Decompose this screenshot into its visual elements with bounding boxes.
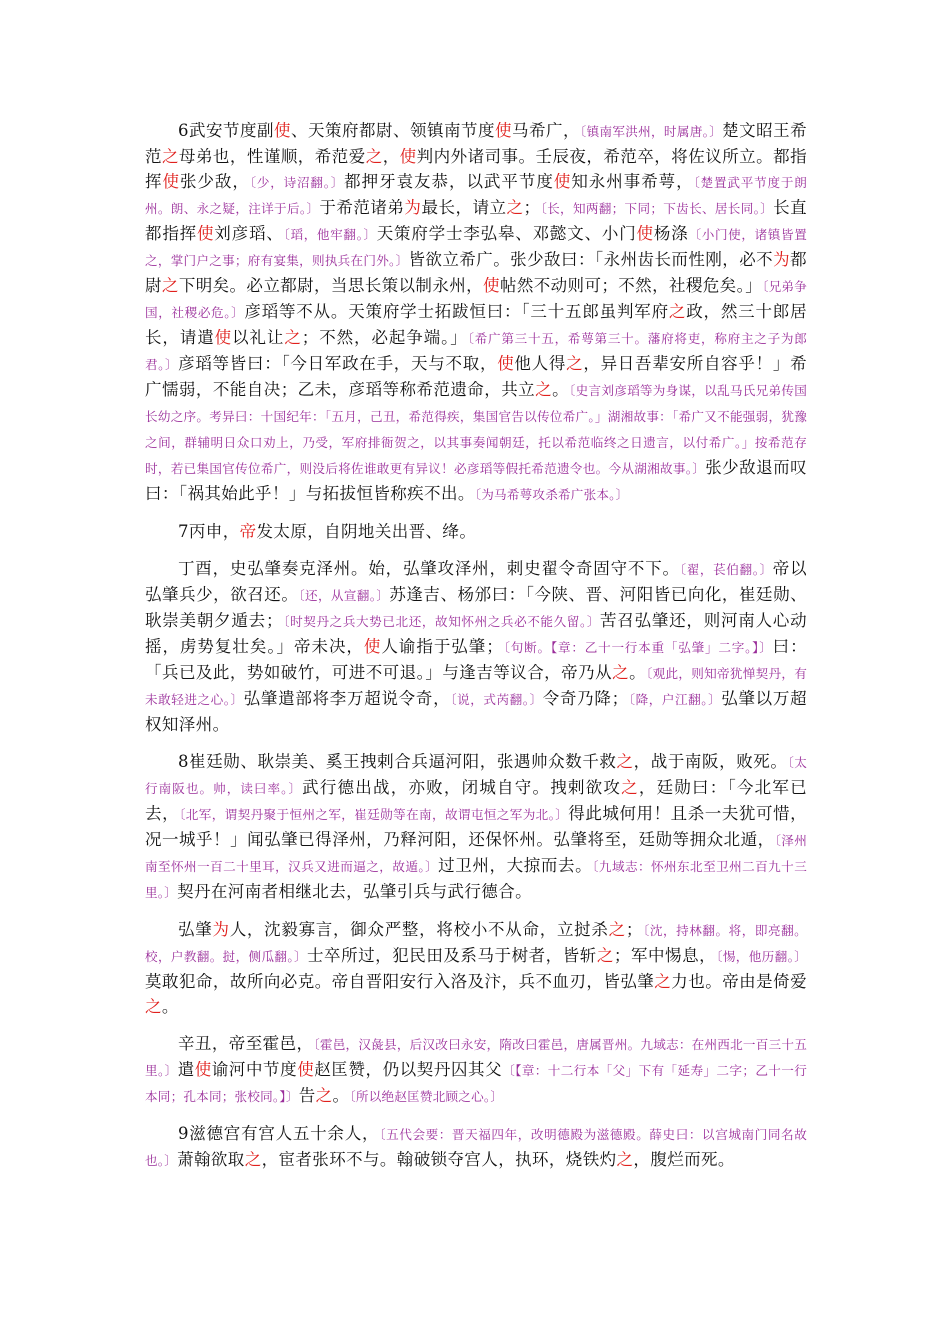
body-text: 苏逢吉、杨邠曰：「今陕、晋、河阳皆已向化，崔廷勋、耿崇美朝夕遁去； — [145, 585, 808, 630]
highlighted-character: 使 — [297, 1060, 315, 1079]
highlighted-character: 之 — [616, 752, 634, 771]
body-text: 下明矣。必立都尉，当思长策以制永州， — [178, 276, 484, 295]
body-text: 。 — [161, 997, 179, 1016]
highlighted-character: 使 — [497, 354, 515, 373]
annotation-note: 〔太行南阪也。帅，读曰率。〕 — [145, 755, 807, 796]
annotation-note: 〔镇南军洪州，时属唐。〕 — [579, 124, 723, 139]
annotation-note: 〔楚置武平节度于朗州。朗、永之疑，注详于后。〕 — [145, 175, 808, 216]
annotation-note: 〔【章：十二行本「父」下有「延寿」二字；乙十一行本同；孔本同；张校同。】〕 — [145, 1063, 808, 1104]
paragraph — [145, 556, 807, 737]
body-text: 弘肇 — [178, 920, 213, 939]
highlighted-character: 帝 — [239, 522, 257, 541]
body-text: 以礼让 — [232, 328, 285, 347]
body-text: ，廷勋曰：「今北军已去， — [145, 778, 808, 823]
highlighted-character: 之 — [244, 1150, 262, 1169]
highlighted-character: 使 — [194, 1060, 212, 1079]
annotation-note: 〔九域志：怀州东北至卫州二百九十三里。〕 — [145, 859, 807, 900]
body-text: ，腹烂而死。 — [633, 1150, 735, 1169]
highlighted-character: 之 — [566, 354, 584, 373]
paragraph — [145, 1031, 807, 1109]
highlighted-character: 使 — [162, 172, 180, 191]
highlighted-character: 之 — [365, 147, 383, 166]
body-text: 谕河中节度 — [211, 1060, 298, 1079]
annotation-note: 〔说，式芮翻。〕 — [450, 692, 543, 707]
body-text: 力也。帝由是倚爱 — [671, 972, 808, 991]
annotation-note: 〔还，从宣翻。〕 — [298, 588, 390, 603]
annotation-note: 〔所以绝赵匡赞北顾之心。〕 — [349, 1089, 504, 1104]
highlighted-character: 使 — [363, 637, 382, 656]
body-text: 遣 — [177, 1060, 195, 1079]
body-text: ，战于南阪，败死。 — [633, 752, 788, 771]
document-page — [145, 118, 807, 1185]
highlighted-character: 使 — [494, 121, 512, 140]
body-text: 最长，请立 — [421, 198, 507, 217]
annotation-note: 〔为马希萼攻杀希广张本。〕 — [474, 487, 629, 502]
annotation-note: 〔沈，持林翻。将，即亮翻。校，户教翻。挝，侧瓜翻。〕 — [145, 923, 807, 964]
body-text: ；军中惕息， — [613, 946, 717, 965]
body-text: ； — [523, 198, 541, 217]
body-text: 判内外诸司事。壬辰夜，希范卒，将佐议所立。都指挥 — [145, 147, 808, 191]
highlighted-character: 使 — [399, 147, 417, 166]
paragraph — [145, 1121, 807, 1173]
annotation-note: 〔五代会要：晋天福四年，改明德殿为滋德殿。薛史曰：以宫城南门同名故也。〕 — [145, 1127, 807, 1168]
body-text: 过卫州，大掠而去。 — [438, 856, 593, 875]
body-text: 得此城何用！且杀一夫犹可惜，况一城乎！」闻弘肇已得泽州，乃释河阳，还保怀州。弘肇将至，廷勋等拥众北遁， — [145, 804, 807, 849]
body-text: 帖然不动则可；不然，社稷危矣。」 — [499, 276, 763, 295]
highlighted-character: 之 — [668, 302, 687, 321]
highlighted-character: 之 — [608, 920, 626, 939]
body-text: 6武安节度副 — [178, 121, 274, 140]
body-text: 彦瑫等皆曰：「今日军政在手，天与不取， — [178, 354, 498, 373]
annotation-note: 〔时契丹之兵大势已北还，故知怀州之兵必不能久留。〕 — [282, 614, 601, 629]
highlighted-character: 之 — [145, 997, 162, 1016]
body-text: 楚文昭王希范 — [145, 121, 807, 166]
body-text: ， — [382, 147, 400, 166]
highlighted-character: 之 — [654, 972, 672, 991]
highlighted-character: 之 — [315, 1086, 333, 1105]
body-text: 帝以弘肇兵少，欲召还。 — [145, 559, 808, 604]
body-text: 知永州事希萼， — [571, 172, 694, 191]
body-text: ，异日吾辈安所自容乎！」希广懦弱，不能自决；乙未，彦瑫等称希范遗命，共立 — [145, 354, 807, 399]
body-text: 士卒所过，犯民田及系马于树者，皆斩 — [306, 946, 597, 965]
annotation-note: 〔观此，则知帝犹惮契丹，有未敢轻进之心。〕 — [145, 666, 807, 707]
highlighted-character: 使 — [196, 224, 215, 243]
body-text: 。 — [332, 1086, 350, 1105]
body-text: 刘彦瑫、 — [214, 224, 284, 243]
body-text: 令奇乃降； — [542, 689, 629, 708]
body-text: 8崔廷勋、耿崇美、奚王拽剌合兵逼河阳，张遇帅众数千救 — [178, 752, 617, 771]
highlighted-character: 为 — [212, 920, 230, 939]
annotation-note: 〔史言刘彦瑫等为身谋，以乱马氏兄弟传国长幼之序。考异曰：十国纪年：「五月，己丑，希范得疾，集国官告以传位希广。」湖湘故事：「希广又不能强弱，犹豫之间，群辅明日众口劝上，乃受，军府排衙贺之，以其事奏闻朝廷，托以希范临终之日遗言，以付希广。」按希范存时，若已集国官传位希广，则没后将佐谁敢更有异议！必彦瑫等假托希范遗令也。今从湖湘故事。〕 — [145, 383, 808, 476]
body-text: 他人得 — [514, 354, 567, 373]
paragraph — [145, 749, 807, 905]
paragraph — [145, 118, 807, 507]
annotation-note: 〔翟，苌伯翻。〕 — [679, 562, 773, 577]
body-text: ，宦者张环不与。翰破锁夺宫人，执环，烧铁灼 — [261, 1150, 617, 1169]
annotation-note: 〔惕，他历翻。〕 — [716, 949, 808, 964]
highlighted-character: 之 — [284, 328, 302, 347]
annotation-note: 〔兄弟争国，社稷必危。〕 — [145, 279, 808, 320]
body-text: 武行德出战，亦败，闭城自守。拽剌欲攻 — [302, 778, 622, 797]
body-text: 马希广， — [511, 121, 580, 140]
body-text: 都押牙袁友恭，以武平节度 — [344, 172, 554, 191]
highlighted-character: 使 — [483, 276, 500, 295]
body-text: 7丙申， — [178, 522, 240, 541]
highlighted-character: 之 — [506, 198, 524, 217]
highlighted-character: 之 — [616, 1150, 634, 1169]
body-text: 9滋德宫有宫人五十余人， — [178, 1124, 380, 1143]
highlighted-character: 之 — [161, 276, 179, 295]
body-text: 都尉 — [145, 250, 807, 295]
annotation-note: 〔北军，谓契丹聚于恒州之军，崔廷勋等在南，故谓屯恒之军为北。〕 — [179, 807, 569, 822]
annotation-note: 〔瑫，他牢翻。〕 — [283, 227, 377, 242]
body-text: 辛丑，帝至霍邑， — [178, 1034, 314, 1053]
paragraph — [145, 917, 807, 1019]
annotation-note: 〔小门使，诸镇皆置之，掌门户之事；府有宴集，则执兵在门外。〕 — [145, 227, 808, 268]
body-text: 天策府学士李弘皋、邓懿文、小门 — [376, 224, 637, 243]
body-text: 曰：「兵已及此，势如破竹，可进不可退。」与逢吉等议合，帝乃从 — [145, 637, 807, 682]
body-text: 政，然三十郎居长，请遣 — [145, 302, 807, 347]
highlighted-character: 之 — [621, 778, 639, 797]
highlighted-character: 使 — [214, 328, 233, 347]
annotation-note: 〔希广第三十五，希萼第三十。藩府将吏，称府主之子为郎君。〕 — [145, 331, 808, 372]
body-text: 弘肇遣部将李万超说令奇， — [243, 689, 451, 708]
body-text: 于希范诸弟 — [319, 198, 405, 217]
body-text: 皆欲立希广。张少敌曰：「永州齿长而性刚，必不 — [408, 250, 774, 269]
highlighted-character: 使 — [274, 121, 291, 140]
highlighted-character: 为 — [404, 198, 422, 217]
body-text: 彦瑫等不从。天策府学士拓跋恒曰：「三十五郎虽判军府 — [244, 302, 669, 321]
highlighted-character: 使 — [636, 224, 654, 243]
body-text: 。 — [552, 380, 570, 399]
body-text: 赵匡赞，仍以契丹囚其父 — [314, 1060, 503, 1079]
annotation-note: 〔少，诗沼翻。〕 — [249, 175, 345, 190]
annotation-note: 〔霍邑，汉彘县，后汉改曰永安，隋改曰霍邑，唐属晋州。九域志：在州西北一百三十五里。〕 — [145, 1037, 808, 1078]
body-text: 长直都指挥 — [145, 198, 808, 243]
body-text: 丁酉，史弘肇奏克泽州。始，弘肇攻泽州，刺史翟令奇固守不下。 — [178, 559, 680, 578]
body-text: 、天策府都尉、领镇南节度 — [291, 121, 495, 140]
highlighted-character: 使 — [553, 172, 572, 191]
body-text: 人，沈毅寡言，御众严整，将校小不从命，立挝杀 — [229, 920, 609, 939]
annotation-note: 〔句断。【章：乙十一行本重「弘肇」二字。】〕 — [503, 640, 773, 655]
body-text: 告 — [298, 1086, 316, 1105]
body-text: 苦召弘肇还，则河南人心动摇，虏势复壮矣。」帝未决， — [145, 611, 807, 656]
highlighted-character: 之 — [161, 147, 179, 166]
body-text: 契丹在河南者相继北去，弘肇引兵与武行德合。 — [177, 882, 532, 901]
annotation-note: 〔长，知两翻；下同；下齿长、居长同。〕 — [540, 201, 774, 216]
body-text: 张少敌， — [179, 172, 250, 191]
highlighted-character: 之 — [612, 663, 630, 682]
body-text: 母弟也，性谨顺，希范爱 — [178, 147, 366, 166]
body-text: 。 — [629, 663, 647, 682]
highlighted-character: 之 — [535, 380, 553, 399]
annotation-note: 〔降，户江翻。〕 — [628, 692, 722, 707]
body-text: 萧翰欲取 — [177, 1150, 245, 1169]
body-text: 弘肇以万超权知泽州。 — [145, 689, 808, 734]
body-text: ；不然，必起争端。」 — [301, 328, 468, 347]
body-text: ； — [625, 920, 643, 939]
annotation-note: 〔泽州南至怀州一百二十里耳，汉兵又进而逼之，故遁。〕 — [145, 833, 807, 874]
body-text: 发太原，自阴地关出晋、绛。 — [256, 522, 477, 541]
paragraph — [145, 519, 807, 544]
body-text: 莫敢犯命，故所向必克。帝自晋阳安行入洛及汴，兵不血刃，皆弘肇 — [145, 972, 655, 991]
highlighted-character: 为 — [773, 250, 791, 269]
highlighted-character: 之 — [596, 946, 614, 965]
body-text: 张少敌退而叹曰：「祸其始此乎！」与拓拔恒皆称疾不出。 — [145, 458, 808, 503]
body-text: 人谕指于弘肇； — [381, 637, 504, 656]
body-text: 杨涤 — [653, 224, 689, 243]
